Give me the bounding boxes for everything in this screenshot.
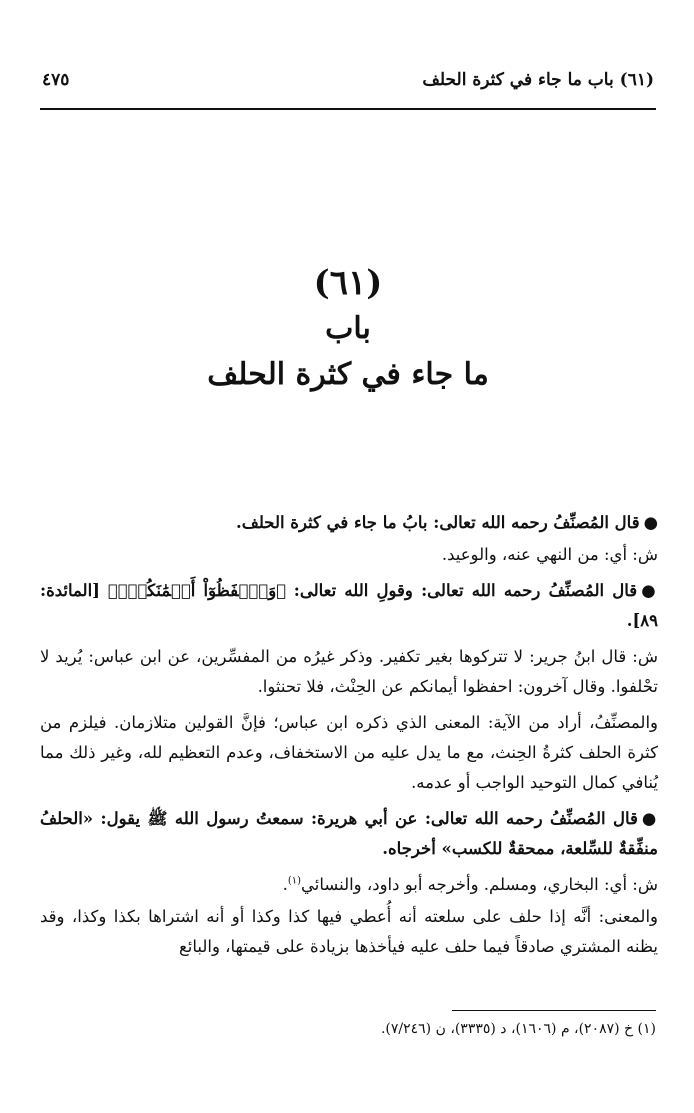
- bullet-icon: ●: [641, 581, 659, 600]
- page-number: ٤٧٥: [42, 70, 70, 90]
- chapter-number: (٦١): [313, 263, 383, 303]
- bullet-icon: ●: [643, 513, 658, 532]
- chapter-heading: [40, 260, 656, 398]
- footnote-marker: (١): [287, 875, 301, 887]
- chapter-title: ما جاء في كثرة الحلف: [207, 357, 489, 392]
- paragraph-commentary-4: ش: أي: البخاري، ومسلم. وأخرجه أبو داود، والنسائي$^{(١)}$.: [282, 875, 658, 894]
- running-head: [42, 70, 654, 96]
- quran-verse: ﴿وَٱحۡفَظُوٓاْ أَيۡمَٰنَكُمۡۚ﴾: [107, 581, 287, 600]
- body-text: [40, 508, 658, 968]
- paragraph-commentary-2: ش: قال ابنُ جرير: لا تتركوها بغير تكفير. وذكر غيرُه من المفسِّرين، عن ابن عباس: يُريد لا تحْلفوا. وقال آخرون: احفظوا أيمانكم عن الحِنْث، فلا تحنثوا.: [40, 647, 658, 696]
- running-head-title: (٦١) باب ما جاء في كثرة الحلف: [422, 70, 654, 90]
- paragraph-author-2: ●قال المُصنِّفُ رحمه الله تعالى: وقولِ الله تعالى: ﴿وَٱحۡفَظُوٓاْ أَيۡمَٰنَكُمۡۚ﴾ [المائدة: ٨٩].: [40, 581, 659, 630]
- verse-reference: [المائدة: ٨٩].: [40, 581, 658, 630]
- footnote-rule: [452, 1010, 656, 1011]
- footnote: (١) خ (٢٠٨٧)، م (١٦٠٦)، د (٣٣٣٥)، ن (٧/٢٤٦).: [380, 1021, 656, 1037]
- paragraph-commentary-3: والمصنِّفُ، أراد من الآية: المعنى الذي ذكره ابن عباس؛ فإنَّ القولين متلازمان. فيلزم من كثرة الحلف كثرةُ الحِنث، مع ما يدل عليه من الاستخفاف، وعدم التعظيم لله، وغير ذلك مما يُنافي كمال التوحيد الواجب أو عدمه.: [40, 713, 658, 792]
- paragraph-author-3: ●قال المُصنِّفُ رحمه الله تعالى: عن أبي هريرة: سمعتُ رسول الله ﷺ يقول: «الحلفُ منفِّقةٌ للسِّلعة، ممحقةٌ للكسب» أخرجاه.: [40, 809, 658, 858]
- paragraph-commentary-1: ش: أي: من النهي عنه، والوعيد.: [441, 545, 658, 564]
- paragraph-author-1: ●قال المُصنِّفُ رحمه الله تعالى: بابُ ما جاء في كثرة الحلف.: [236, 513, 658, 532]
- paragraph-commentary-5: والمعنى: أنَّه إذا حلف على سلعته أنه أُعطي فيها كذا وكذا أو أنه اشتراها بكذا وكذا، وقد يظنه المشتري صادقاً فيما حلف عليه فيأخذها بزيادة على قيمتها، والبائع: [40, 907, 658, 956]
- chapter-bab: باب: [325, 311, 371, 346]
- header-rule: [40, 108, 656, 110]
- bullet-icon: ●: [641, 809, 658, 828]
